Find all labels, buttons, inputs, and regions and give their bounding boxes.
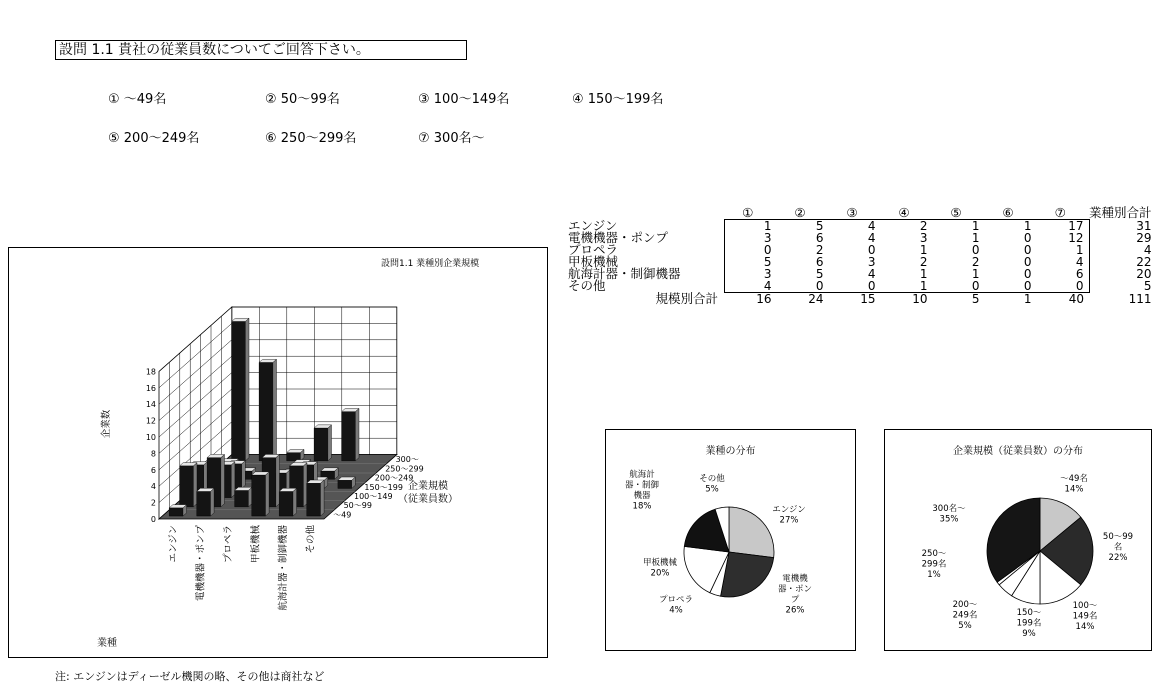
bar-0-6	[232, 318, 249, 461]
bar-5-0	[307, 480, 324, 516]
pie-label-6: 300名～ 35%	[932, 504, 966, 525]
column-total: 1	[1023, 292, 1032, 306]
bar-5-3	[338, 477, 355, 488]
table-cell: 5	[815, 267, 824, 281]
z-tick-label: 250～299	[385, 464, 424, 474]
category-label: 電機機器・ポンプ	[195, 525, 207, 602]
table-cell: 1	[971, 267, 980, 281]
row-label: 電機機器・ポンプ	[568, 230, 669, 245]
bar-chart-3d	[9, 248, 547, 657]
grand-total: 111	[1128, 291, 1152, 306]
table-cell: 4	[829, 220, 881, 233]
table-cell: 5	[777, 220, 829, 233]
category-label: その他	[305, 525, 317, 554]
pie-label-5: 250～ 299名 1%	[921, 549, 947, 580]
pie-label-1: 電機機器・ポンプ 26%	[777, 574, 813, 616]
table-cell: 1	[971, 231, 980, 245]
table-cell: 1	[919, 267, 928, 281]
data-table	[568, 207, 1155, 305]
row-total: 20	[1136, 267, 1152, 281]
table-cell: 2	[971, 255, 980, 269]
table-header: ⑥	[1002, 205, 1014, 220]
size-pie-panel	[884, 429, 1152, 651]
row-total: 22	[1136, 255, 1152, 269]
table-header: ②	[794, 205, 806, 220]
row-label: 甲板機械	[568, 254, 619, 269]
industry-pie-chart	[606, 430, 855, 650]
bar-2-1	[235, 487, 252, 507]
table-header: 業種別合計	[1089, 205, 1152, 221]
row-label: その他	[568, 278, 606, 294]
row-total: 29	[1136, 231, 1152, 245]
bar-4-6	[342, 408, 359, 460]
y-tick-label: 8	[150, 449, 156, 459]
industry-pie-title: 業種の分布	[705, 446, 756, 457]
table-cell: 4	[867, 231, 876, 245]
table-header: ④	[898, 205, 910, 220]
bar-4-0	[279, 488, 296, 516]
table-cell: 4	[867, 267, 876, 281]
table-header: ①	[742, 205, 754, 220]
table-cell: 0	[1037, 280, 1090, 293]
table-cell: 0	[777, 280, 829, 293]
z-tick-label: 300～	[395, 455, 419, 465]
table-row	[568, 268, 1155, 280]
table-cell: 0	[933, 280, 985, 293]
y-tick-label: 12	[145, 416, 156, 426]
bar-0-0	[169, 505, 186, 516]
table-cell: 1	[985, 220, 1037, 233]
table-cell: 5	[724, 256, 777, 268]
table-cell: 6	[815, 231, 824, 245]
table-cell: 3	[724, 268, 777, 280]
y-tick-label: 0	[150, 515, 156, 524]
table-cell: 0	[971, 243, 980, 257]
table-cell: 1	[933, 220, 985, 233]
table-cell: 1	[919, 243, 928, 257]
pie-label-5: その他 5%	[699, 474, 725, 495]
category-label: 甲板機械	[250, 525, 262, 564]
bar-3-6	[314, 425, 331, 461]
row-label: プロペラ	[568, 242, 619, 257]
pie-label-4: 航海計器・制御機器 18%	[624, 470, 660, 512]
category-label: 航海計器・制御機器	[277, 525, 289, 611]
table-cell: 3	[724, 232, 777, 244]
table-cell: 2	[881, 220, 933, 233]
row-total: 31	[1136, 218, 1152, 233]
z-tick-label: 100～149	[354, 492, 393, 501]
z-tick-label: 200～249	[374, 473, 414, 483]
column-total: 15	[860, 292, 876, 306]
totals-label: 規模別合計	[655, 290, 718, 306]
table-cell: 1	[1037, 244, 1090, 256]
bar-2-6	[287, 449, 304, 460]
row-total: 4	[1143, 243, 1152, 257]
table-cell: 0	[829, 280, 881, 293]
bar-chart-title: 設問1.1 業種別企業規模	[381, 259, 480, 269]
option-5: ⑤ 200～249名	[108, 131, 200, 146]
pie-label-0: ～49名 14%	[1060, 474, 1088, 495]
z-tick-label: ～49	[333, 510, 352, 520]
table-cell: 3	[867, 255, 876, 269]
table-cell: 0	[867, 243, 876, 257]
table-row	[568, 244, 1155, 256]
bar-0-1	[180, 463, 197, 507]
option-7: ⑦ 300名～	[418, 131, 485, 146]
y-tick-label: 14	[145, 400, 156, 410]
table-cell: 0	[1023, 231, 1032, 245]
table-cell: 1	[724, 220, 777, 233]
pie-label-4: 200～ 249名 5%	[952, 600, 978, 631]
column-total: 16	[756, 292, 772, 306]
pie-label-1: 50～99 名 22%	[1102, 532, 1134, 563]
footnote: 注: エンジンはディーゼル機関の略、その他は商社など	[55, 670, 325, 683]
table-cell: 17	[1037, 220, 1090, 233]
table-cell: 6	[815, 255, 824, 269]
column-total: 5	[971, 292, 980, 306]
pie-label-2: 100～ 149名 14%	[1072, 601, 1098, 632]
z-tick-label: 50～99	[343, 501, 372, 511]
industry-pie-panel	[605, 429, 856, 651]
column-total: 40	[1068, 292, 1084, 306]
y-tick-label: 10	[145, 433, 156, 442]
y-tick-label: 2	[150, 498, 156, 508]
row-total: 5	[1143, 279, 1152, 294]
option-4: ④ 150～199名	[572, 92, 664, 107]
row-label: エンジン	[568, 217, 618, 233]
table-header: ③	[846, 205, 858, 220]
table-cell: 12	[1037, 232, 1090, 244]
table-header: ⑤	[950, 205, 962, 220]
z-tick-label: 150～199	[364, 482, 403, 492]
option-6: ⑥ 250～299名	[265, 131, 357, 146]
question-heading: 設問 1.1 貴社の従業員数についてご回答下さい。	[55, 40, 467, 60]
table-cell: 0	[724, 244, 777, 256]
pie-label-3: 甲板機械 20%	[642, 558, 678, 579]
table-cell: 1	[881, 280, 933, 293]
table-cell: 0	[1023, 267, 1032, 281]
table-cell: 2	[919, 255, 928, 269]
option-3: ③ 100～149名	[418, 92, 510, 107]
y-axis-label: 企業数	[101, 409, 112, 439]
table-header: ⑦	[1054, 205, 1066, 220]
category-label: プロペラ	[222, 525, 234, 564]
z-axis-label: 企業規模	[408, 481, 448, 492]
row-label: 航海計器・制御機器	[568, 266, 681, 281]
y-tick-label: 18	[145, 367, 156, 377]
table-cell: 6	[1037, 268, 1090, 280]
table-cell: 2	[815, 243, 824, 257]
bar-chart-panel	[8, 247, 548, 658]
bar-1-6	[259, 359, 276, 461]
pie-label-3: 150～ 199名 9%	[1016, 608, 1042, 639]
pie-label-2: プロペラ 4%	[658, 595, 694, 616]
table-cell: 3	[919, 231, 928, 245]
option-2: ② 50～99名	[265, 92, 340, 107]
table-cell: 4	[724, 280, 777, 293]
y-tick-label: 4	[150, 482, 156, 492]
x-axis-label: 業種	[97, 638, 117, 649]
y-tick-label: 16	[145, 383, 156, 393]
table-cell: 4	[1037, 256, 1090, 268]
category-label: エンジン	[167, 525, 179, 563]
pie-slice-1	[721, 552, 774, 597]
column-total: 10	[912, 292, 928, 306]
pie-slice-0	[729, 507, 774, 558]
table-cell: 0	[1023, 255, 1032, 269]
z-axis-label-sub: （従業員数）	[398, 494, 458, 505]
column-total: 24	[808, 292, 824, 306]
size-pie-chart	[885, 430, 1151, 650]
table-row	[568, 232, 1155, 244]
option-1: ① ～49名	[108, 92, 167, 107]
pie-label-0: エンジン 27%	[772, 505, 806, 526]
bar-3-0	[252, 472, 269, 516]
table-cell: 0	[1023, 243, 1032, 257]
table-cell: 0	[985, 280, 1037, 293]
size-pie-title: 企業規模（従業員数）の分布	[953, 446, 1083, 457]
y-tick-label: 6	[150, 465, 156, 475]
bar-1-0	[197, 488, 214, 516]
